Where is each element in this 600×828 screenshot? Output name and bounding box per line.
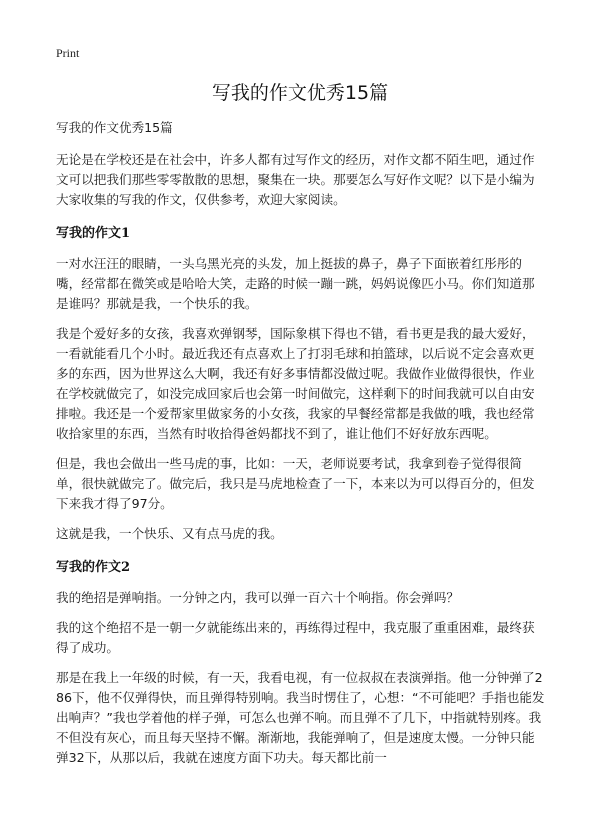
paragraph: 一对水汪汪的眼睛，一头乌黑光亮的头发，加上挺拔的鼻子，鼻子下面嵌着红彤彤的嘴，经常都在微笑或是哈哈大笑，走路的时候一蹦一跳，妈妈说像匹小马。你们知道那是谁吗？那就是我，一个快乐的我。 [56,256,535,311]
intro-paragraph: 无论是在学校还是在社会中，许多人都有过写作文的经历，对作文都不陌生吧，通过作文可以把我们那些零零散散的思想，聚集在一块。那要怎么写好作文呢？以下是小编为大家收集的写我的作文，仅供参考，欢迎大家阅读。 [56,152,535,207]
paragraph: 我的绝招是弹响指。一分钟之内，我可以弹一百六十个响指。你会弹吗？ [56,590,459,605]
paragraph: 那是在我上一年级的时候，有一天，我看电视，有一位叔叔在表演弹指。他一分钟弹了286下，他不仅弹得快，而且弹得特别响。我当时愣住了，心想：“不可能吧？手指也能发出响声？”我也学着他的样子弹，可怎么也弹不响。而且弹不了几下，中指就特别疼。我不但没有灰心，而且每天坚持不懈。渐渐地，我能弹响了，但是速度太慢。一分钟只能弹32下，从那以后，我就在速度方面下功夫。每天都比前一 [56,670,545,765]
paragraph: 我是个爱好多的女孩，我喜欢弹钢琴，国际象棋下得也不错，看书更是我的最大爱好，一看就能看几个小时。最近我还有点喜欢上了打羽毛球和拍篮球，以后说不定会喜欢更多的东西，因为世界这么大啊，我还有好多事情都没做过呢。我做作业做得很快，作业在学校就做完了，如没完成回家后也会第一时间做完，这样剩下的时间我就可以自由安排啦。我还是一个爱帮家里做家务的小女孩，我家的早餐经常都是我做的哦，我也经常收拾家里的东西，当然有时收拾得爸妈都找不到了，谁让他们不好好放东西呢。 [56,326,535,441]
paragraph: 我的这个绝招不是一朝一夕就能练出来的，再练得过程中，我克服了重重困难，最终获得了成功。 [56,620,535,655]
section-heading: 写我的作文1 [56,226,131,241]
document-subtitle: 写我的作文优秀15篇 [56,120,173,135]
document-body [56,118,546,778]
paragraph: 但是，我也会做出一些马虎的事，比如：一天，老师说要考试，我拿到卷子觉得很简单，很快就做完了。做完后，我只是马虎地检查了一下，本来以为可以得百分的，但发下来我才得了97分。 [56,456,535,511]
document-title: 写我的作文优秀15篇 [211,82,389,104]
section-heading: 写我的作文2 [56,560,131,575]
print-link[interactable]: Print [56,46,80,60]
paragraph: 这就是我，一个快乐、又有点马虎的我。 [56,526,283,541]
